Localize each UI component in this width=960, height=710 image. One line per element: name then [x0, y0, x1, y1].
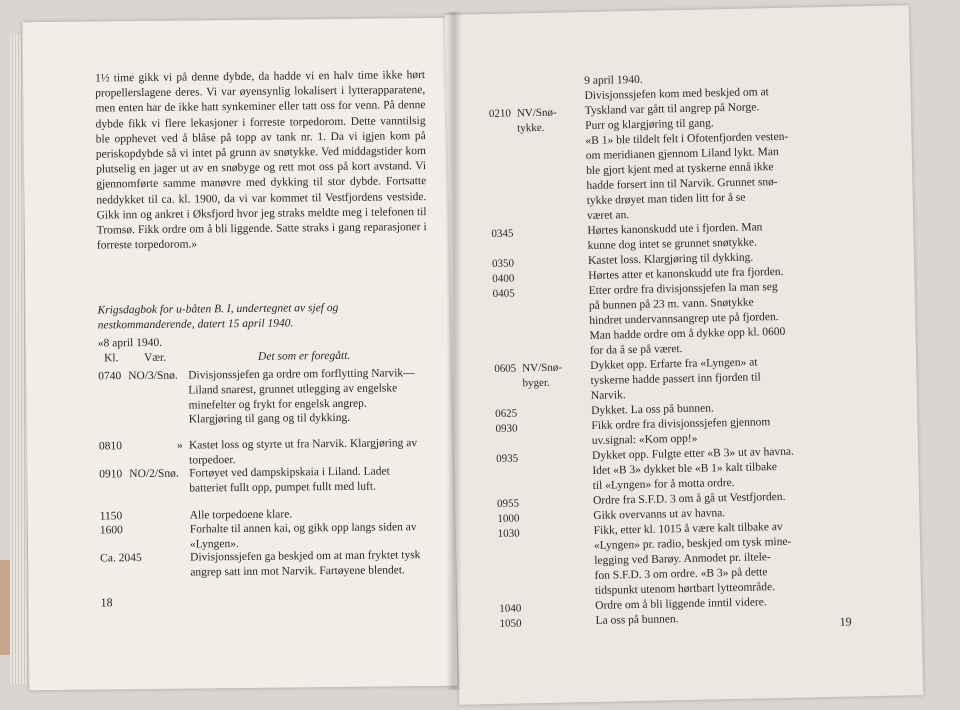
log-time: 1000	[497, 512, 520, 525]
log-line: været an.	[586, 209, 630, 222]
right-log-text	[584, 69, 858, 629]
log-line: Ordre fra S.F.D. 3 om å gå ut Vestfjorden.	[592, 490, 786, 507]
log-line: på bunnen på 23 m. vann. Snøtykke	[588, 296, 754, 312]
entry-time: 1150	[99, 510, 123, 523]
entry-time: 0810	[98, 440, 123, 453]
log-entry	[99, 506, 430, 523]
log-time: 0930	[495, 422, 518, 435]
entry-text: Alle torpedoene klare.	[189, 508, 293, 522]
log-line: Man hadde ordre om å dykke opp kl. 0600	[589, 325, 786, 342]
log-opening-date: «8 april 1940.	[97, 336, 163, 350]
log-line: Kastet loss. Klargjøring til dykking.	[587, 251, 754, 267]
log-line: tidspunkt utenom hørtbart lytteområde.	[594, 581, 776, 597]
log-line: Fikk ordre fra divisjonssjefen gjennom	[591, 416, 771, 432]
page-number-right: 19	[839, 614, 852, 629]
header-kl: Kl.	[103, 352, 119, 365]
entry-text: Fortøyet ved dampskipskaia i Liland. Ladet batteriet fullt opp, pumpet fullt med luft.	[189, 465, 390, 495]
log-weather: NV/Snø-	[522, 361, 563, 375]
log-line: «Lyngen» pr. radio, beskjed om tysk mine-	[593, 535, 792, 552]
log-weather: NV/Snø-	[516, 106, 557, 120]
log-line: Divisjonssjefen kom med beskjed om at	[584, 86, 769, 103]
log-line: Hørtes kanonskudd ute i fjorden. Man	[587, 221, 763, 237]
log-time: 1050	[499, 617, 522, 630]
log-line: uv.signal: «Kom opp!»	[591, 432, 698, 447]
log-line: 9 april 1940.	[584, 73, 643, 88]
log-line: legging ved Barøy. Anmodet pr. iltele-	[594, 551, 771, 567]
right-page	[445, 5, 923, 705]
log-line: kunne dog intet se grunnet snøtykke.	[587, 236, 758, 252]
log-time: 0400	[492, 272, 515, 285]
header-event: Det som er foregått.	[257, 349, 351, 363]
log-line: Dykket opp. Fulgte etter «B 3» ut av havna.	[591, 445, 795, 462]
entry-text: Divisjonssjefen ga ordre om forflytting Narvik—Liland snarest, grunnet utlegging av engelske minefelter og frykt for engelsk angrep. Klargjøring til gang og til dykking.	[188, 367, 415, 426]
log-line: Hørtes atter et kanonskudd ute fra fjorden.	[588, 265, 784, 282]
entry-text: Forhalte til annen kai, og gikk opp langs siden av «Lyngen».	[189, 521, 417, 551]
log-weather: tykke.	[517, 121, 545, 135]
entry-text: Kastet loss og styrte ut fra Narvik. Klargjøring av torpedoer.	[188, 437, 418, 467]
log-time: 0625	[495, 407, 518, 420]
log-line: til «Lyngen» for å motta ordre.	[592, 476, 735, 492]
log-line: Ordre om å bli liggende inntil videre.	[595, 596, 767, 612]
log-line: hindret undervannsangrep ute på fjorden.	[589, 311, 779, 327]
log-line: hadde forsert inn til Narvik. Grunnet snø-	[586, 176, 778, 193]
log-line: Fikk, etter kl. 1015 å være kalt tilbake av	[593, 520, 783, 537]
page-number-left: 18	[100, 595, 113, 610]
log-line: Narvik.	[590, 389, 626, 402]
entry-weather: »	[176, 439, 183, 452]
log-line: Purr og klargjøring til gang.	[585, 117, 714, 133]
log-time: 1040	[499, 602, 522, 615]
log-line: Etter ordre fra divisjonssjefen la man seg	[588, 281, 778, 297]
log-line: Dykket opp. Erfarte fra «Lyngen» at	[590, 356, 758, 372]
log-line: Gikk overvanns ut av havna.	[593, 507, 726, 522]
log-time: 0210	[488, 107, 512, 121]
entry-weather: NO/3/Snø.	[128, 369, 178, 383]
log-line: om meridianen gjennom Liland lykt. Man	[585, 145, 779, 163]
log-line: tyskerne hadde passert inn fjorden til	[590, 371, 761, 387]
left-paragraph: 1½ time gikk vi på denne dybde, da hadde vi en halv time ikke hørt propellerslagene deres. Vi var øyensynlig lokalisert i lytterapparatene, men enten har de ikke hatt synkeminer eller tatt oss for venn. På denne dybde fikk vi flere lekasjoner i forreste torpedorom. Dette vanntilsig ble opphevet ved å blåse på topp av tank nr. 1. Da vi igjen kom på periskopdybde så vi intet på grunn av snøtykke. Ved middagstider kom plutselig en jager ut av en snøbyge og rett mot oss på kort avstand. Vi gjennomførte samme manøvre med dykking til stor dybde. Fortsatte neddykket til ca. kl. 1900, da vi var kommet til Vestfjordens vestside. Gikk inn og ankret i Øksfjord hvor jeg straks meldte meg i telefonen til Tromsø. Fikk ordre om å bli liggende. Satte straks i gang reparasjoner i forreste torpedorom.»	[95, 69, 427, 252]
log-time: 0405	[492, 287, 515, 300]
entry-time: 0910	[99, 468, 123, 481]
log-caption: Krigsdagbok for u-båten B. I, undertegnet av sjef og nestkommanderende, datert 15 april 1940.	[97, 301, 339, 332]
log-line: Dykket. La oss på bunnen.	[591, 402, 714, 417]
entry-text: Divisjonssjefen ga beskjed om at man fryktet tysk angrep satt inn mot Narvik. Fartøyene blendet.	[190, 549, 421, 579]
left-page	[23, 18, 458, 690]
log-line: Idet «B 3» dykket ble «B 1» kalt tilbake	[592, 461, 778, 477]
log-line: for da å se på været.	[589, 343, 683, 357]
log-line: fon S.F.D. 3 om ordre. «B 3» på dette	[594, 566, 768, 582]
log-time: 0345	[491, 227, 514, 241]
entry-weather: NO/2/Snø.	[129, 467, 179, 481]
log-line: ble gjort kjent med at tyskerne ennå ikke	[585, 161, 774, 178]
log-entry	[98, 436, 429, 467]
log-time: 0935	[496, 452, 519, 465]
log-line: tykke drøyet man tiden litt for å se	[586, 191, 746, 208]
log-time: 0605	[494, 362, 517, 375]
book-gutter	[446, 12, 462, 690]
log-weather: byger.	[522, 376, 550, 390]
entry-time: 0740	[98, 370, 122, 383]
log-line: La oss på bunnen.	[595, 613, 679, 627]
log-time: 0955	[496, 497, 520, 510]
log-entry	[98, 366, 428, 426]
log-time: 0350	[491, 257, 515, 270]
entry-time: 1600	[99, 524, 123, 537]
entry-time: Ca. 2045	[100, 552, 142, 565]
header-vaer: Vær.	[143, 351, 167, 365]
log-line: «B 1» ble tildelt felt i Ofotenfjorden vesten-	[585, 130, 789, 148]
log-line: Tyskland var gått til angrep på Norge.	[584, 101, 760, 118]
log-time: 1030	[497, 527, 520, 540]
